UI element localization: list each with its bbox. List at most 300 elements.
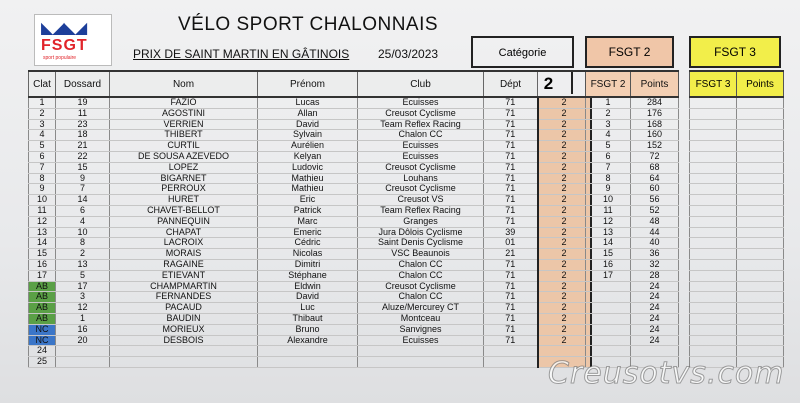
table-row (29, 259, 591, 270)
fsgt3-cell (737, 303, 784, 314)
cell-cat: 2 (538, 151, 591, 162)
cell-dept: 71 (484, 173, 538, 184)
cell-club (358, 346, 484, 357)
fsgt2-row (586, 184, 679, 195)
fsgt2-rank: 6 (586, 151, 631, 162)
fsgt2-points: 40 (631, 238, 679, 249)
fsgt3-row (690, 97, 784, 108)
fsgt3-row (690, 162, 784, 173)
cell-nom: DESBOIS (110, 335, 258, 346)
cell-dept: 21 (484, 249, 538, 260)
cell-clat: 9 (29, 184, 56, 195)
fsgt2-points: 56 (631, 195, 679, 206)
fsgt2-rank (586, 292, 631, 303)
cell-cat: 2 (538, 205, 591, 216)
cell-nom: ETIEVANT (110, 270, 258, 281)
fsgt2-rank: 16 (586, 259, 631, 270)
cell-dossard: 14 (56, 195, 110, 206)
fsgt2-rank (586, 324, 631, 335)
fsgt3-cell (737, 97, 784, 108)
cell-dossard: 8 (56, 238, 110, 249)
fsgt2-rank (586, 346, 631, 357)
fsgt2-rank: 5 (586, 141, 631, 152)
cell-dossard (56, 357, 110, 368)
cell-prenom: Marc (258, 216, 358, 227)
cell-prenom: Dimitri (258, 259, 358, 270)
cell-clat: AB (29, 313, 56, 324)
cell-nom: BIGARNET (110, 173, 258, 184)
fsgt3-row (690, 292, 784, 303)
fsgt3-row (690, 119, 784, 130)
fsgt2-row (586, 270, 679, 281)
fsgt3-row (690, 335, 784, 346)
fsgt3-cell (690, 249, 737, 260)
fsgt3-cell (690, 162, 737, 173)
fsgt2-row (586, 335, 679, 346)
fsgt2-rank (586, 281, 631, 292)
cell-dossard: 22 (56, 151, 110, 162)
fsgt2-rank: 3 (586, 119, 631, 130)
fsgt2-rank: 7 (586, 162, 631, 173)
cell-cat: 2 (538, 335, 591, 346)
cell-dossard: 23 (56, 119, 110, 130)
table-row (29, 97, 591, 108)
fsgt2-points: 68 (631, 162, 679, 173)
cell-nom: PACAUD (110, 303, 258, 314)
cell-nom: AGOSTINI (110, 108, 258, 119)
col-fsgt2-rank: FSGT 2 (586, 71, 631, 97)
cell-cat: 2 (538, 281, 591, 292)
fsgt3-row (690, 195, 784, 206)
fsgt3-row (690, 227, 784, 238)
fsgt2-row (586, 162, 679, 173)
cell-prenom: Kelyan (258, 151, 358, 162)
table-row (29, 238, 591, 249)
fsgt2-rank: 12 (586, 216, 631, 227)
fsgt2-header: FSGT 2 (585, 36, 674, 68)
table-row (29, 205, 591, 216)
cell-dossard: 21 (56, 141, 110, 152)
cell-dossard: 2 (56, 249, 110, 260)
cell-club: Creusot Cyclisme (358, 184, 484, 195)
fsgt2-points: 32 (631, 259, 679, 270)
cell-club: Ecuisses (358, 151, 484, 162)
cell-clat: 4 (29, 130, 56, 141)
cell-club: Creusot Cyclisme (358, 281, 484, 292)
table-row (29, 324, 591, 335)
fsgt3-cell (737, 346, 784, 357)
fsgt3-cell (737, 249, 784, 260)
cell-nom: PANNEQUIN (110, 216, 258, 227)
fsgt3-cell (690, 346, 737, 357)
cell-dossard: 15 (56, 162, 110, 173)
fsgt2-points: 36 (631, 249, 679, 260)
cell-cat: 2 (538, 195, 591, 206)
cell-clat: AB (29, 303, 56, 314)
table-row (29, 130, 591, 141)
cell-club: Montceau (358, 313, 484, 324)
fsgt3-cell (690, 173, 737, 184)
cell-dossard: 5 (56, 270, 110, 281)
fsgt3-row (690, 216, 784, 227)
cell-dept: 71 (484, 216, 538, 227)
fsgt3-cell (690, 259, 737, 270)
table-row (29, 357, 591, 368)
col-club: Club (358, 71, 484, 97)
cell-club: Ecuisses (358, 335, 484, 346)
fsgt3-cell (737, 205, 784, 216)
cell-club: Chalon CC (358, 292, 484, 303)
cell-cat: 2 (538, 97, 591, 108)
fsgt2-rank: 1 (586, 97, 631, 108)
col-fsgt3-rank: FSGT 3 (690, 71, 737, 97)
fsgt3-cell (690, 97, 737, 108)
fsgt2-rank: 15 (586, 249, 631, 260)
cell-club: Sanvignes (358, 324, 484, 335)
cell-dossard: 20 (56, 335, 110, 346)
cell-dept: 71 (484, 313, 538, 324)
cell-clat: NC (29, 324, 56, 335)
cell-cat: 2 (538, 119, 591, 130)
fsgt3-row (690, 324, 784, 335)
race-name: PRIX DE SAINT MARTIN EN GÂTINOIS (133, 47, 350, 61)
cell-prenom: Eric (258, 195, 358, 206)
cell-dossard: 18 (56, 130, 110, 141)
logo-subtext: sport populaire (43, 55, 77, 61)
table-row (29, 184, 591, 195)
fsgt2-points: 176 (631, 108, 679, 119)
cell-prenom: Patrick (258, 205, 358, 216)
cell-dossard: 16 (56, 324, 110, 335)
cell-cat: 2 (538, 292, 591, 303)
fsgt2-rank: 4 (586, 130, 631, 141)
cell-clat: 16 (29, 259, 56, 270)
fsgt2-points: 24 (631, 292, 679, 303)
cell-nom: FERNANDES (110, 292, 258, 303)
cell-dept: 71 (484, 119, 538, 130)
table-row (29, 346, 591, 357)
fsgt2-rank: 13 (586, 227, 631, 238)
cell-dossard: 10 (56, 227, 110, 238)
cell-clat: 13 (29, 227, 56, 238)
table-row (29, 162, 591, 173)
cell-club: Saint Denis Cyclisme (358, 238, 484, 249)
fsgt2-rank: 11 (586, 205, 631, 216)
race-date: 25/03/2023 (378, 47, 439, 61)
fsgt2-rank: 17 (586, 270, 631, 281)
cell-cat: 2 (538, 313, 591, 324)
cell-cat: 2 (538, 162, 591, 173)
fsgt3-row (690, 346, 784, 357)
fsgt2-row (586, 259, 679, 270)
fsgt2-points (631, 346, 679, 357)
fsgt3-cell (690, 335, 737, 346)
fsgt3-cell (737, 216, 784, 227)
cell-club: Creusot Cyclisme (358, 162, 484, 173)
fsgt3-cell (690, 313, 737, 324)
cell-clat: 25 (29, 357, 56, 368)
fsgt3-cell (690, 270, 737, 281)
fsgt3-cell (690, 281, 737, 292)
fsgt2-rank: 8 (586, 173, 631, 184)
fsgt3-cell (737, 108, 784, 119)
table-row (29, 249, 591, 260)
cell-clat: NC (29, 335, 56, 346)
cell-club: Ecuisses (358, 97, 484, 108)
cell-cat: 2 (538, 141, 591, 152)
fsgt2-table (585, 70, 679, 368)
cell-club: Team Reflex Racing (358, 205, 484, 216)
cell-dossard: 7 (56, 184, 110, 195)
fsgt3-cell (737, 292, 784, 303)
cell-club: Chalon CC (358, 270, 484, 281)
cell-dept: 71 (484, 151, 538, 162)
col-nom: Nom (110, 71, 258, 97)
fsgt3-cell (737, 173, 784, 184)
results-table (28, 70, 592, 368)
cell-cat: 2 (538, 249, 591, 260)
fsgt3-cell (690, 303, 737, 314)
fsgt3-cell (690, 324, 737, 335)
cell-dossard: 11 (56, 108, 110, 119)
fsgt2-points: 24 (631, 324, 679, 335)
cell-dept: 71 (484, 292, 538, 303)
fsgt2-row (586, 313, 679, 324)
cell-clat: 3 (29, 119, 56, 130)
fsgt3-cell (737, 184, 784, 195)
cell-dossard: 6 (56, 205, 110, 216)
cell-clat: AB (29, 292, 56, 303)
fsgt3-cell (737, 141, 784, 152)
cell-dept: 71 (484, 335, 538, 346)
fsgt3-cell (737, 130, 784, 141)
cell-dept: 71 (484, 270, 538, 281)
fsgt2-rank (586, 313, 631, 324)
cell-cat: 2 (538, 184, 591, 195)
cell-clat: 17 (29, 270, 56, 281)
cell-prenom: Cédric (258, 238, 358, 249)
fsgt2-row (586, 324, 679, 335)
cell-club: Team Reflex Racing (358, 119, 484, 130)
cell-dept: 71 (484, 97, 538, 108)
table-row (29, 281, 591, 292)
cell-prenom: Alexandre (258, 335, 358, 346)
cell-dept: 71 (484, 259, 538, 270)
cell-nom: LACROIX (110, 238, 258, 249)
cell-cat: 2 (538, 324, 591, 335)
cell-cat (538, 346, 591, 357)
fsgt2-points: 284 (631, 97, 679, 108)
fsgt3-cell (737, 195, 784, 206)
fsgt3-row (690, 184, 784, 195)
cell-dossard: 12 (56, 303, 110, 314)
fsgt2-row (586, 141, 679, 152)
category-header: Catégorie (471, 36, 574, 68)
fsgt3-cell (737, 259, 784, 270)
fsgt2-row (586, 281, 679, 292)
fsgt3-cell (737, 238, 784, 249)
cell-clat: 1 (29, 97, 56, 108)
fsgt2-row (586, 238, 679, 249)
cell-nom: LOPEZ (110, 162, 258, 173)
cell-prenom: Luc (258, 303, 358, 314)
cell-dept: 71 (484, 205, 538, 216)
cell-dept (484, 346, 538, 357)
fsgt2-points: 160 (631, 130, 679, 141)
fsgt2-row (586, 97, 679, 108)
fsgt2-points: 48 (631, 216, 679, 227)
cell-prenom: Ludovic (258, 162, 358, 173)
cell-nom: BAUDIN (110, 313, 258, 324)
cell-nom: PERROUX (110, 184, 258, 195)
fsgt2-points: 24 (631, 281, 679, 292)
fsgt3-cell (690, 205, 737, 216)
table-row (29, 335, 591, 346)
cell-prenom: Aurélien (258, 141, 358, 152)
fsgt3-cell (690, 216, 737, 227)
cell-cat: 2 (538, 238, 591, 249)
fsgt2-row (586, 292, 679, 303)
fsgt2-points: 52 (631, 205, 679, 216)
cell-prenom: Allan (258, 108, 358, 119)
cell-club: Aluze/Mercurey CT (358, 303, 484, 314)
cell-dept: 71 (484, 108, 538, 119)
fsgt2-rank (586, 335, 631, 346)
cell-nom: DE SOUSA AZEVEDO (110, 151, 258, 162)
fsgt2-points: 28 (631, 270, 679, 281)
cell-dept: 71 (484, 303, 538, 314)
fsgt2-row (586, 303, 679, 314)
cell-prenom: Lucas (258, 97, 358, 108)
fsgt2-points: 60 (631, 184, 679, 195)
cell-nom: HURET (110, 195, 258, 206)
club-title: VÉLO SPORT CHALONNAIS (178, 14, 439, 35)
table-row (29, 216, 591, 227)
cell-club: Creusot Cyclisme (358, 108, 484, 119)
cell-dept: 71 (484, 184, 538, 195)
fsgt2-rank: 14 (586, 238, 631, 249)
fsgt2-points: 24 (631, 313, 679, 324)
cell-dept: 01 (484, 238, 538, 249)
logo-text: FSGT (41, 37, 88, 54)
cell-nom: CURTIL (110, 141, 258, 152)
cell-nom: CHAPAT (110, 227, 258, 238)
fsgt3-row (690, 313, 784, 324)
cell-clat: 5 (29, 141, 56, 152)
fsgt2-row (586, 195, 679, 206)
fsgt3-cell (737, 119, 784, 130)
fsgt3-cell (737, 281, 784, 292)
cell-clat: 8 (29, 173, 56, 184)
fsgt-logo (34, 14, 112, 66)
cell-nom: CHAVET-BELLOT (110, 205, 258, 216)
cell-prenom: Emeric (258, 227, 358, 238)
cell-prenom: Mathieu (258, 184, 358, 195)
fsgt2-row (586, 130, 679, 141)
fsgt2-row (586, 249, 679, 260)
col-fsgt3-points: Points (737, 71, 784, 97)
cell-cat: 2 (538, 216, 591, 227)
cell-cat: 2 (538, 270, 591, 281)
fsgt2-points: 24 (631, 303, 679, 314)
cell-club: Ecuisses (358, 141, 484, 152)
cell-dossard: 19 (56, 97, 110, 108)
fsgt3-cell (690, 130, 737, 141)
cell-nom: MORAIS (110, 249, 258, 260)
cell-nom: THIBERT (110, 130, 258, 141)
cell-clat: 15 (29, 249, 56, 260)
cell-club: Creusot VS (358, 195, 484, 206)
col-dossard: Dossard (56, 71, 110, 97)
fsgt3-row (690, 238, 784, 249)
col-fsgt2-points: Points (631, 71, 679, 97)
fsgt3-row (690, 270, 784, 281)
fsgt2-rank (586, 303, 631, 314)
table-row (29, 227, 591, 238)
cell-dept: 71 (484, 141, 538, 152)
fsgt3-cell (737, 313, 784, 324)
fsgt3-cell (737, 151, 784, 162)
cell-dossard: 4 (56, 216, 110, 227)
cell-clat: 24 (29, 346, 56, 357)
cell-prenom (258, 357, 358, 368)
table-row (29, 141, 591, 152)
cell-clat: 14 (29, 238, 56, 249)
cell-cat: 2 (538, 227, 591, 238)
fsgt3-row (690, 151, 784, 162)
cell-dept: 71 (484, 281, 538, 292)
cell-dossard: 9 (56, 173, 110, 184)
cell-cat: 2 (538, 108, 591, 119)
table-row (29, 119, 591, 130)
cell-dept: 39 (484, 227, 538, 238)
fsgt2-row (586, 173, 679, 184)
cell-clat: 7 (29, 162, 56, 173)
cell-clat: 10 (29, 195, 56, 206)
table-row (29, 270, 591, 281)
fsgt3-row (690, 108, 784, 119)
fsgt2-rank: 10 (586, 195, 631, 206)
table-row (29, 151, 591, 162)
cell-prenom: Stéphane (258, 270, 358, 281)
cell-dept (484, 357, 538, 368)
table-row (29, 195, 591, 206)
logo-mark-icon: ◣◢◣◢ (41, 20, 87, 37)
fsgt3-row (690, 303, 784, 314)
fsgt2-rank: 2 (586, 108, 631, 119)
fsgt2-row (586, 227, 679, 238)
fsgt3-row (690, 141, 784, 152)
fsgt3-cell (737, 335, 784, 346)
fsgt3-cell (690, 108, 737, 119)
cell-nom: FAZIO (110, 97, 258, 108)
fsgt2-points: 152 (631, 141, 679, 152)
cell-cat: 2 (538, 130, 591, 141)
cell-prenom: Eldwin (258, 281, 358, 292)
cell-nom: VERRIEN (110, 119, 258, 130)
cell-clat: AB (29, 281, 56, 292)
cell-clat: 11 (29, 205, 56, 216)
fsgt3-table (689, 70, 784, 368)
cell-club (358, 357, 484, 368)
col-prenom: Prénom (258, 71, 358, 97)
fsgt3-cell (690, 238, 737, 249)
table-row (29, 108, 591, 119)
cell-dept: 71 (484, 130, 538, 141)
cell-nom: CHAMPMARTIN (110, 281, 258, 292)
fsgt3-row (690, 281, 784, 292)
cell-dossard: 13 (56, 259, 110, 270)
